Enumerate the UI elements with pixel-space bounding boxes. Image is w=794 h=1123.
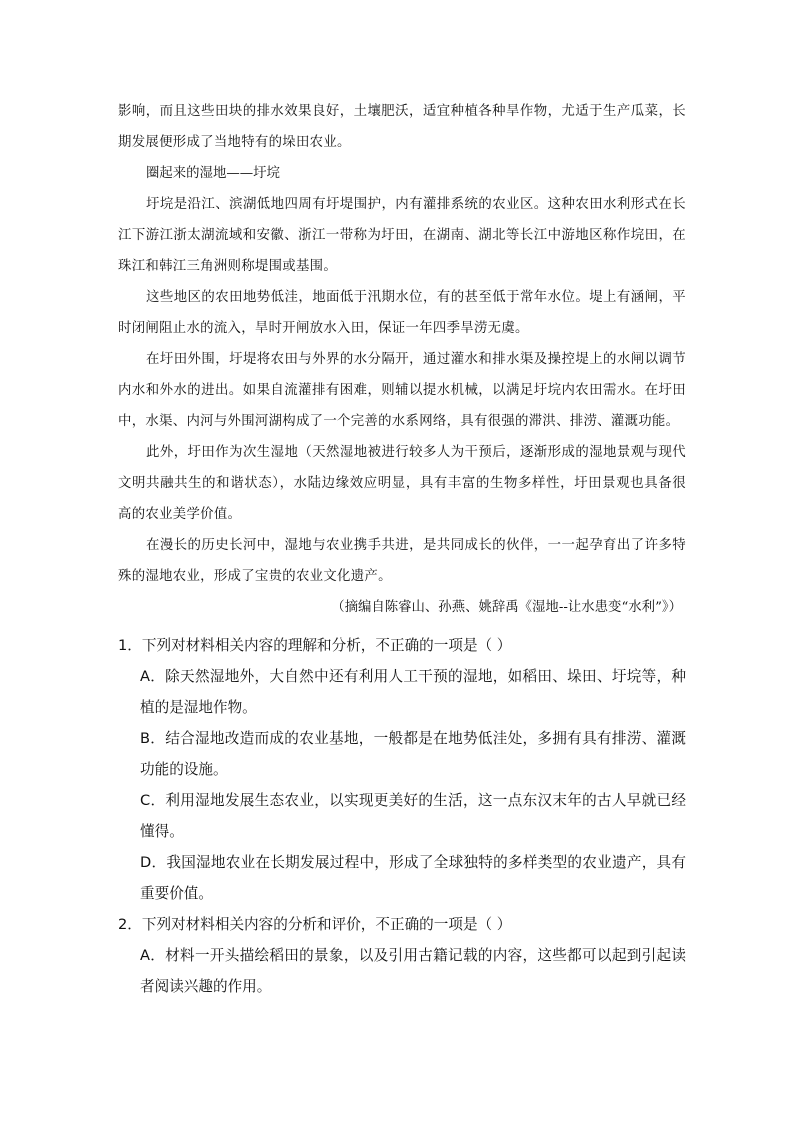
source-citation: （摘编自陈睿山、孙燕、姚辞禹《湿地--让水患变“水利”》） [331,600,682,615]
paragraph-3: 在圩田外围，圩堤将农田与外界的水分隔开，通过灌水和排水渠及操控堤上的水闸以调节内水和外水的进出。如果自流灌排有困难，则辅以提水机械，以满足圩垸内农田需水。在圩田中，水渠、内河与外围河湖构成了一个完善的水系网络，具有很强的滞洪、排涝、灌溉功能。 [118,352,686,429]
paragraph-5: 在漫长的历史长河中，湿地与农业携手共进，是共同成长的伙伴，一一起孕育出了许多特殊的湿地农业，形成了宝贵的农业文化遗产。 [118,538,686,584]
question-1-option-c: C．利用湿地发展生态农业，以实现更美好的生活，这一点东汉末年的古人早就已经懂得。 [140,792,686,840]
paragraph-1: 圩垸是沿江、滨湖低地四周有圩堤围护，内有灌排系统的农业区。这种农田水利形式在长江下游江浙太湖流域和安徽、浙江一带称为圩田，在湖南、湖北等长江中游地区称作垸田，在珠江和韩江三角洲则称堤围或基围。 [118,197,686,274]
question-1-stem: 1．下列对材料相关内容的理解和分析，不正确的一项是（ ） [118,637,512,654]
question-section [118,630,686,1002]
paragraph-2: 这些地区的农田地势低洼，地面低于汛期水位，有的甚至低于常年水位。堤上有涵闸，平时闭闸阻止水的流入，旱时开闸放水入田，保证一年四季旱涝无虞。 [118,290,686,336]
question-1-option-d: D．我国湿地农业在长期发展过程中，形成了全球独特的多样类型的农业遗产，具有重要价值。 [140,854,686,902]
question-1-option-a: A．除天然湿地外，大自然中还有利用人工干预的湿地，如稻田、垛田、圩垸等，种植的是湿地作物。 [140,668,686,716]
question-2-stem: 2．下列对材料相关内容的分析和评价，不正确的一项是（ ） [118,916,512,933]
question-2-option-a: A．材料一开头描绘稻田的景象，以及引用古籍记载的内容，这些都可以起到引起读者阅读兴趣的作用。 [140,947,686,995]
question-1-option-b: B．结合湿地改造而成的农业基地，一般都是在地势低洼处，多拥有具有排涝、灌溉功能的设施。 [140,730,686,778]
reading-passage [118,96,686,623]
paragraph-4: 此外，圩田作为次生湿地（天然湿地被进行较多人为干预后，逐渐形成的湿地景观与现代文明共融共生的和谐状态），水陆边缘效应明显，具有丰富的生物多样性，圩田景观也具备很高的农业美学价值。 [118,445,686,522]
paragraph-continuation: 影响，而且这些田块的排水效果良好，土壤肥沃，适宜种植各种旱作物，尤适于生产瓜菜，长期发展便形成了当地特有的垛田农业。 [118,104,686,150]
section-heading: 圈起来的湿地——圩垸 [146,166,280,181]
